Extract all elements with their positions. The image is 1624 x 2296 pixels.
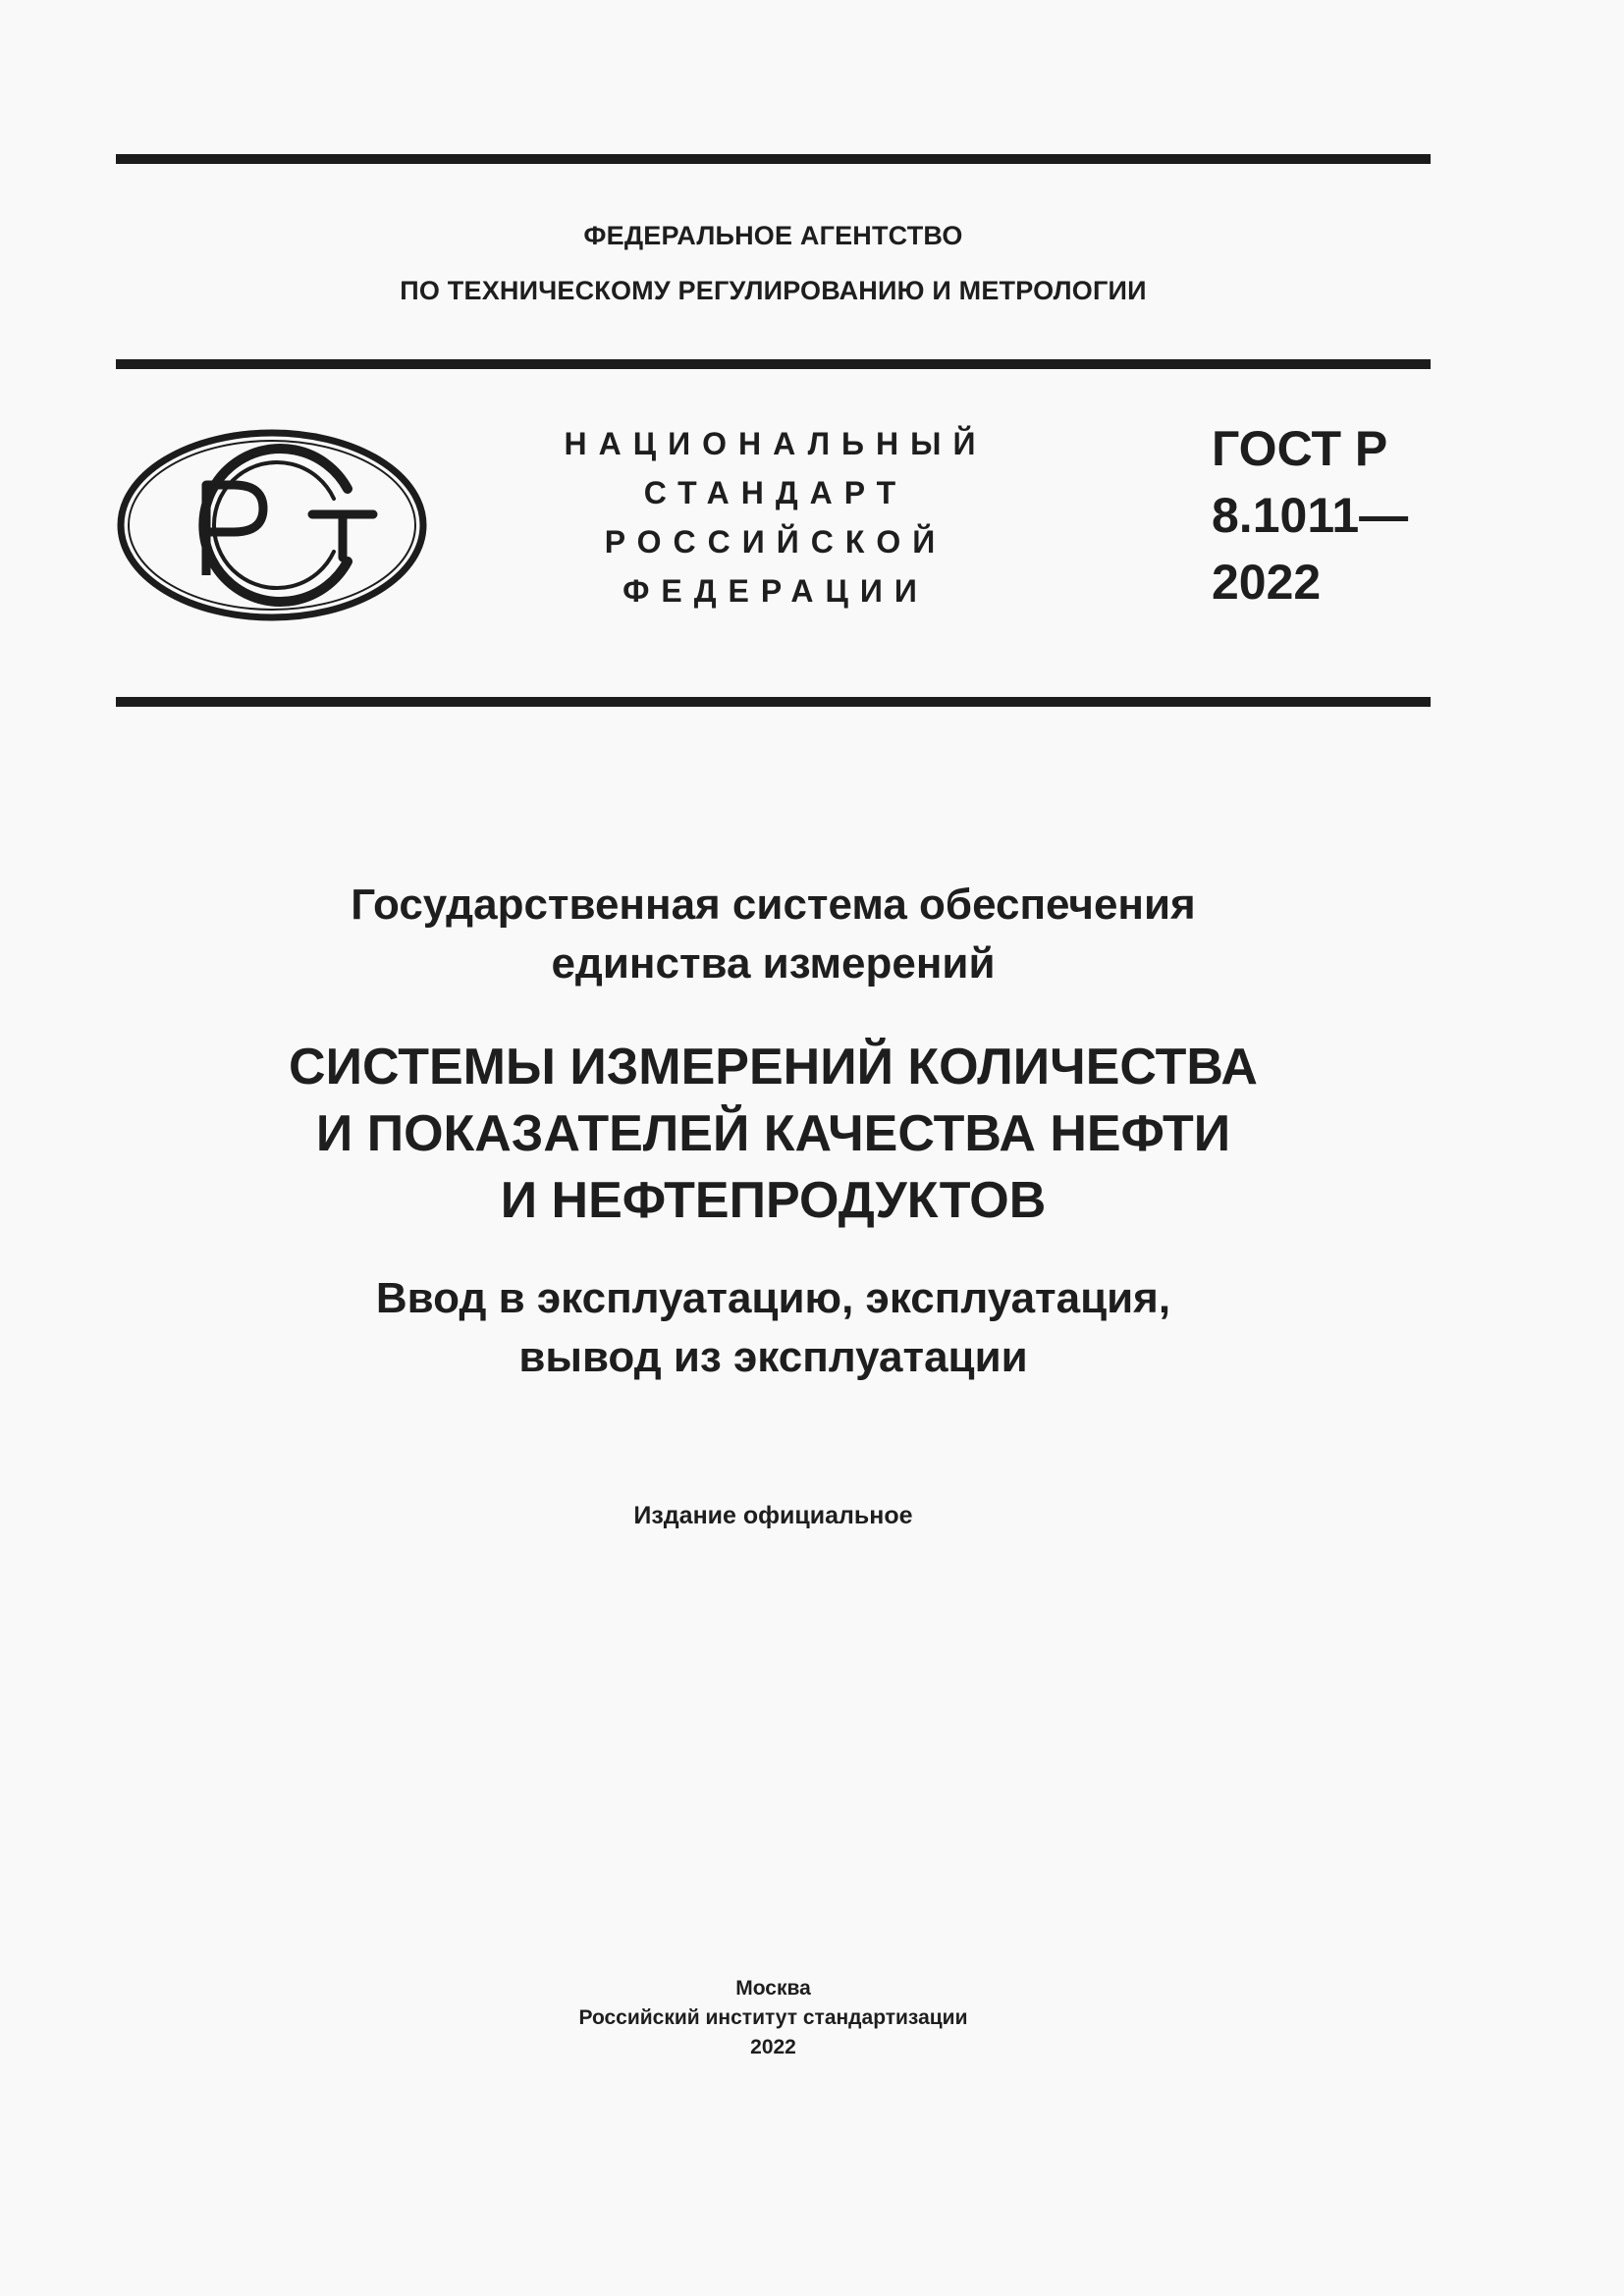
standard-type-line2: СТАНДАРТ xyxy=(643,475,908,510)
agency-name-line1: ФЕДЕРАЛЬНОЕ АГЕНТСТВО xyxy=(583,221,963,250)
header-bottom-rule xyxy=(116,697,1431,707)
designation-line2: 8.1011— xyxy=(1212,488,1409,543)
rst-certification-mark-icon xyxy=(116,428,428,622)
standard-type-line3: РОССИЙСКОЙ xyxy=(604,524,947,560)
series-title-line2: единства измерений xyxy=(551,939,996,988)
top-rule xyxy=(116,154,1431,164)
standard-type-line4: ФЕДЕРАЦИИ xyxy=(623,573,929,609)
main-title-line2: И ПОКАЗАТЕЛЕЙ КАЧЕСТВА НЕФТИ xyxy=(315,1105,1231,1162)
imprint-publisher: Российский институт стандартизации xyxy=(578,2006,968,2029)
designation-line3: 2022 xyxy=(1212,555,1322,610)
series-title-line1: Государственная система обеспечения xyxy=(351,881,1196,929)
agency-name-line2: ПО ТЕХНИЧЕСКОМУ РЕГУЛИРОВАНИЮ И МЕТРОЛОГИИ xyxy=(400,276,1147,305)
main-title-line3: И НЕФТЕПРОДУКТОВ xyxy=(500,1172,1047,1229)
header-rule xyxy=(116,359,1431,369)
main-title-line1: СИСТЕМЫ ИЗМЕРЕНИЙ КОЛИЧЕСТВА xyxy=(289,1039,1258,1095)
purpose-line2: вывод из эксплуатации xyxy=(518,1333,1028,1381)
imprint-year: 2022 xyxy=(750,2036,796,2058)
imprint-city: Москва xyxy=(735,1977,811,2000)
designation-line1: ГОСТ Р xyxy=(1212,421,1388,476)
purpose-line1: Ввод в эксплуатацию, эксплуатация, xyxy=(375,1274,1171,1322)
standard-type-line1: НАЦИОНАЛЬНЫЙ xyxy=(564,426,988,461)
edition-label: Издание официальное xyxy=(633,1502,913,1529)
